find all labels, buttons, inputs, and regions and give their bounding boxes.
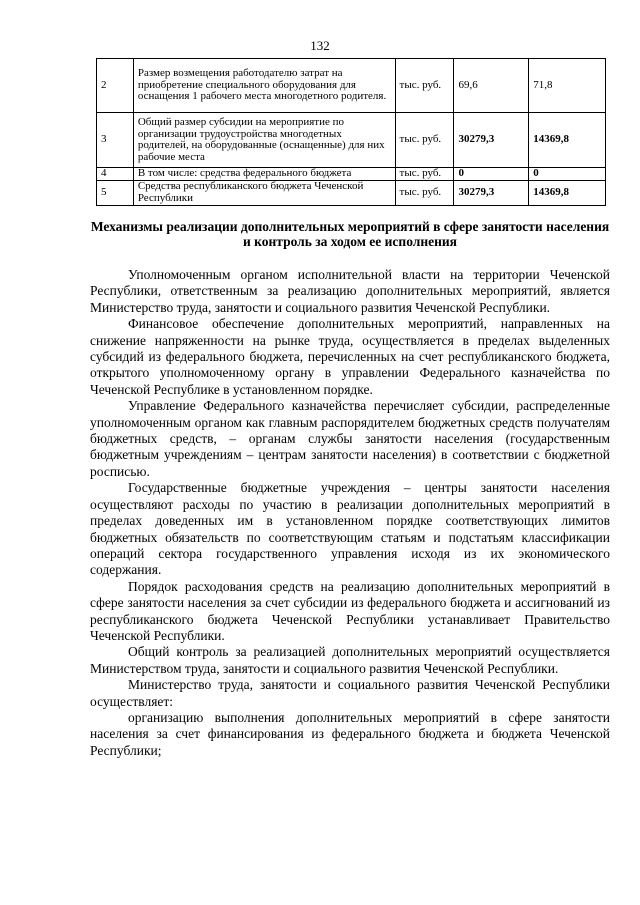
table-row [97, 59, 606, 113]
row-value-1: 30279,3 [454, 113, 529, 168]
row-value-1: 69,6 [454, 59, 529, 113]
paragraph: Государственные бюджетные учреждения – центры занятости населения осуществляют расходы по участию в реализации дополнительных мероприятий в пределах доведенных им в установленном порядке соответствующих лимитов бюджетных обязательств по соответствующим статьям и подстатьям классификации операций сектора государственного управления исходя из их экономического содержания. [90, 480, 610, 578]
table-row [97, 113, 606, 168]
body-text [90, 267, 610, 759]
row-number: 5 [97, 180, 134, 205]
row-value-2: 71,8 [529, 59, 606, 113]
row-unit: тыс. руб. [395, 168, 454, 181]
row-description: Общий размер субсидии на мероприятие по организации трудоустройства многодетных родителей, на оборудованные (оснащенные) для них рабочие места [133, 113, 395, 168]
paragraph: Порядок расходования средств на реализацию дополнительных мероприятий в сфере занятости населения за счет субсидии из федерального бюджета и ассигнований из республиканского бюджета Чеченской Республики устанавливает Правительство Чеченской Республики. [90, 578, 610, 643]
row-value-2: 0 [529, 168, 606, 181]
paragraph: Финансовое обеспечение дополнительных мероприятий, направленных на снижение напряженности на рынке труда, осуществляется в пределах выделенных субсидий из федерального бюджета, перечисленных на счет республиканского бюджета, открытого уполномоченному органу в управлении Федерального казначейства по Чеченской Республике в установленном порядке. [90, 316, 610, 397]
page-number: 132 [310, 38, 330, 53]
row-number: 2 [97, 59, 134, 113]
row-value-1: 30279,3 [454, 180, 529, 205]
section-heading: Механизмы реализации дополнительных мероприятий в сфере занятости населения и контроль за ходом ее исполнения [90, 219, 610, 249]
paragraph: Министерство труда, занятости и социального развития Чеченской Республики осуществляет: [90, 677, 610, 709]
subsidy-table [96, 58, 606, 206]
paragraph: Общий контроль за реализацией дополнительных мероприятий осуществляется Министерством труда, занятости и социального развития Чеченской Республики. [90, 644, 610, 676]
table-row [97, 180, 606, 205]
row-unit: тыс. руб. [395, 180, 454, 205]
row-unit: тыс. руб. [395, 113, 454, 168]
paragraph: организацию выполнения дополнительных мероприятий в сфере занятости населения за счет финансирования из федерального бюджета и бюджета Чеченской Республики; [90, 709, 610, 758]
paragraph: Уполномоченным органом исполнительной власти на территории Чеченской Республики, ответственным за реализацию дополнительных мероприятий, является Министерство труда, занятости и социального развития Чеченской Республики. [90, 267, 610, 315]
table-row [97, 168, 606, 181]
row-value-1: 0 [454, 168, 529, 181]
row-value-2: 14369,8 [529, 113, 606, 168]
row-description: Размер возмещения работодателю затрат на приобретение специального оборудования для оснащения 1 рабочего места многодетного родителя. [133, 59, 395, 113]
paragraph: Управление Федерального казначейства перечисляет субсидии, распределенные уполномоченным органом как главным распорядителем бюджетных средств получателям бюджетных средств, – органам службы занятости населения (государственным бюджетным учреждениям – центрам занятости населения) в соответствии с бюджетной росписью. [90, 398, 610, 479]
row-description: В том числе: средства федерального бюджета [133, 168, 395, 181]
row-number: 3 [97, 113, 134, 168]
row-number: 4 [97, 168, 134, 181]
row-value-2: 14369,8 [529, 180, 606, 205]
row-description: Средства республиканского бюджета Чеченской Республики [133, 180, 395, 205]
row-unit: тыс. руб. [395, 59, 454, 113]
